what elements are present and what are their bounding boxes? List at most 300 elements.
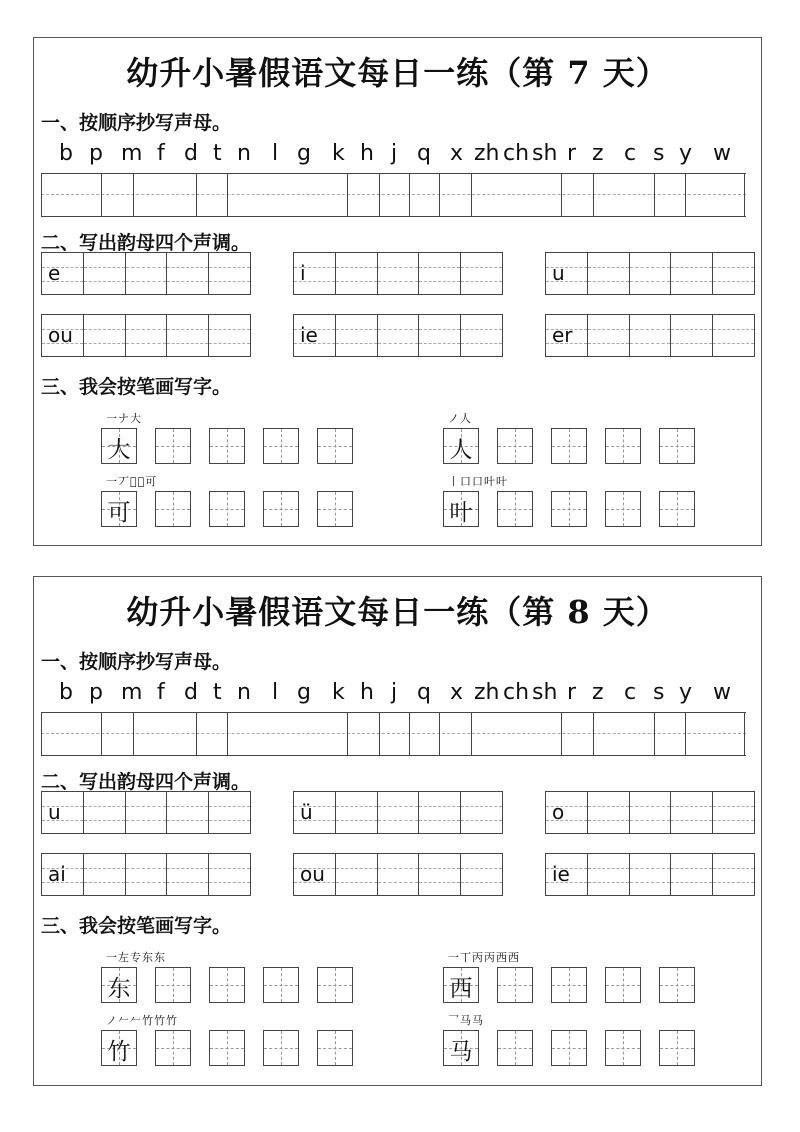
writing-cell[interactable]	[335, 854, 377, 895]
model-char-box	[443, 428, 479, 464]
section-heading-initials: 一、按顺序抄写声母。	[41, 112, 232, 134]
tian-zi-ge-box[interactable]	[605, 428, 641, 464]
guide-line	[713, 329, 754, 330]
writing-cell[interactable]	[335, 792, 377, 833]
section-heading-tones: 二、写出韵母四个声调。	[41, 232, 251, 254]
guide-line	[515, 1031, 516, 1065]
tian-zi-ge-box[interactable]	[209, 967, 245, 1003]
grid-divider	[654, 713, 655, 755]
guide-line	[378, 868, 419, 869]
guide-line	[569, 1031, 570, 1065]
model-character: 西	[449, 976, 473, 1002]
guide-line	[671, 806, 712, 807]
writing-cell[interactable]	[587, 315, 629, 356]
grid-divider	[593, 713, 594, 755]
tian-zi-ge-box[interactable]	[263, 967, 299, 1003]
model-character: 大	[107, 437, 131, 463]
grid-divider	[561, 713, 562, 755]
writing-cell[interactable]	[629, 315, 671, 356]
stroke-order: ノ𠂉𠂉竹竹竹	[106, 1014, 178, 1027]
guide-line	[84, 267, 125, 268]
guide-line	[167, 329, 208, 330]
guide-line	[671, 343, 712, 344]
guide-line	[378, 882, 419, 883]
guide-line	[126, 820, 167, 821]
guide-line	[167, 806, 208, 807]
guide-line	[227, 968, 228, 1002]
writing-cell[interactable]	[546, 792, 587, 833]
initials-row	[46, 680, 746, 710]
tian-zi-ge-box[interactable]	[155, 491, 191, 527]
guide-line	[173, 968, 174, 1002]
initial-letter: sh	[532, 141, 558, 166]
writing-cell[interactable]	[629, 854, 671, 895]
guide-line	[84, 820, 125, 821]
tian-zi-ge-box[interactable]	[155, 1030, 191, 1066]
guide-line	[173, 1031, 174, 1065]
writing-cell[interactable]	[546, 854, 587, 895]
guide-line	[335, 1031, 336, 1065]
grid-divider	[439, 713, 440, 755]
guide-line	[419, 343, 460, 344]
final-label: u	[48, 800, 61, 824]
writing-cell[interactable]	[125, 253, 167, 294]
model-char-box	[443, 967, 479, 1003]
initial-letter: m	[121, 680, 143, 705]
initial-letter: c	[624, 141, 637, 166]
initial-letter: t	[213, 680, 222, 705]
guide-line	[630, 343, 671, 344]
writing-cell[interactable]	[629, 253, 671, 294]
initial-letter: f	[157, 141, 165, 166]
grid-divider	[101, 174, 102, 216]
page-title: 幼升小暑假语文每日一练（第 7 天）	[126, 54, 669, 92]
tian-zi-ge-box[interactable]	[497, 1030, 533, 1066]
guide-line	[209, 329, 250, 330]
guide-line	[630, 329, 671, 330]
initial-letter: b	[59, 141, 73, 166]
initial-letter: k	[332, 141, 345, 166]
writing-cell[interactable]	[294, 792, 335, 833]
guide-line	[461, 329, 502, 330]
guide-line	[281, 429, 282, 463]
guide-line	[167, 820, 208, 821]
initial-letter: sh	[532, 680, 558, 705]
guide-line	[209, 882, 250, 883]
guide-line	[588, 281, 629, 282]
grid-divider	[379, 174, 380, 216]
writing-cell[interactable]	[712, 854, 754, 895]
worksheet-day-8	[33, 576, 762, 1086]
writing-cell[interactable]	[460, 253, 502, 294]
writing-cell[interactable]	[629, 792, 671, 833]
model-char-box	[443, 491, 479, 527]
writing-cell[interactable]	[166, 792, 208, 833]
stroke-order: 乛马马	[448, 1014, 484, 1027]
initial-letter: d	[184, 680, 198, 705]
final-tone-grid[interactable]	[41, 853, 251, 896]
writing-cell[interactable]	[377, 315, 419, 356]
tian-zi-ge-box[interactable]	[155, 967, 191, 1003]
initial-letter: q	[417, 141, 431, 166]
writing-cell[interactable]	[670, 792, 712, 833]
model-character: 马	[449, 1039, 473, 1065]
guide-line	[173, 429, 174, 463]
guide-line	[569, 968, 570, 1002]
final-tone-grid[interactable]	[545, 314, 755, 357]
guide-line	[126, 343, 167, 344]
tian-zi-ge-box[interactable]	[317, 491, 353, 527]
guide-line	[126, 868, 167, 869]
guide-line	[126, 281, 167, 282]
tian-zi-ge-box[interactable]	[155, 428, 191, 464]
guide-line	[461, 806, 502, 807]
grid-divider	[347, 174, 348, 216]
initials-writing-lines[interactable]	[41, 173, 746, 217]
guide-line	[419, 882, 460, 883]
writing-cell[interactable]	[83, 253, 125, 294]
writing-cell[interactable]	[294, 315, 335, 356]
model-character: 竹	[107, 1039, 131, 1065]
page-title: 幼升小暑假语文每日一练（第 8 天）	[126, 593, 669, 631]
grid-divider	[41, 174, 42, 216]
guide-line	[84, 868, 125, 869]
tian-zi-ge-box[interactable]	[659, 967, 695, 1003]
writing-cell[interactable]	[546, 253, 587, 294]
final-tone-grid[interactable]	[293, 791, 503, 834]
grid-divider	[133, 713, 134, 755]
guide-line	[167, 882, 208, 883]
grid-divider	[227, 174, 228, 216]
tian-zi-ge-box[interactable]	[551, 428, 587, 464]
guide-line	[461, 820, 502, 821]
initial-letter: b	[59, 680, 73, 705]
guide-line	[671, 882, 712, 883]
writing-cell[interactable]	[42, 315, 83, 356]
guide-line	[419, 329, 460, 330]
guide-line	[84, 343, 125, 344]
grid-divider	[409, 174, 410, 216]
guide-line	[677, 492, 678, 526]
writing-cell[interactable]	[418, 315, 460, 356]
guide-line	[671, 820, 712, 821]
guide-line	[84, 329, 125, 330]
guide-line	[84, 882, 125, 883]
guide-line	[126, 882, 167, 883]
final-tone-grid[interactable]	[41, 791, 251, 834]
stroke-order: 一丅丙丙西西	[448, 951, 520, 964]
guide-line	[126, 329, 167, 330]
guide-line	[671, 281, 712, 282]
guide-line	[588, 806, 629, 807]
initial-letter: k	[332, 680, 345, 705]
grid-divider	[685, 713, 686, 755]
writing-cell[interactable]	[125, 792, 167, 833]
guide-line	[167, 343, 208, 344]
guide-line	[126, 806, 167, 807]
initial-letter: x	[450, 141, 464, 166]
guide-line	[336, 267, 377, 268]
final-label: ou	[300, 862, 325, 886]
writing-cell[interactable]	[83, 315, 125, 356]
tian-zi-ge-box[interactable]	[209, 428, 245, 464]
initials-row	[46, 141, 746, 171]
guide-line	[126, 267, 167, 268]
tian-zi-ge-box[interactable]	[659, 428, 695, 464]
initial-letter: p	[89, 680, 103, 705]
writing-cell[interactable]	[166, 315, 208, 356]
tian-zi-ge-box[interactable]	[551, 967, 587, 1003]
grid-divider	[561, 174, 562, 216]
guide-line	[630, 882, 671, 883]
writing-cell[interactable]	[460, 315, 502, 356]
final-tone-grid[interactable]	[545, 853, 755, 896]
model-character: 人	[449, 437, 473, 463]
initial-letter: ch	[503, 141, 530, 166]
guide-line	[515, 429, 516, 463]
writing-cell[interactable]	[208, 253, 250, 294]
grid-divider	[41, 713, 42, 755]
guide-line	[173, 492, 174, 526]
initial-letter: s	[653, 141, 665, 166]
writing-cell[interactable]	[335, 253, 377, 294]
initials-writing-lines[interactable]	[41, 712, 746, 756]
guide-line	[630, 267, 671, 268]
tian-zi-ge-box[interactable]	[605, 491, 641, 527]
writing-cell[interactable]	[712, 792, 754, 833]
tian-zi-ge-box[interactable]	[317, 967, 353, 1003]
grid-divider	[744, 713, 745, 755]
stroke-order: 一ナ大	[106, 412, 142, 425]
final-tone-grid[interactable]	[293, 252, 503, 295]
writing-cell[interactable]	[294, 253, 335, 294]
initial-letter: w	[713, 680, 731, 705]
guide-line	[569, 429, 570, 463]
tian-zi-ge-box[interactable]	[551, 491, 587, 527]
guide-line	[335, 968, 336, 1002]
writing-cell[interactable]	[83, 854, 125, 895]
tian-zi-ge-box[interactable]	[317, 428, 353, 464]
final-label: ie	[552, 862, 570, 886]
tian-zi-ge-box[interactable]	[551, 1030, 587, 1066]
initial-letter: l	[272, 141, 279, 166]
guide-line	[378, 329, 419, 330]
final-tone-grid[interactable]	[293, 853, 503, 896]
guide-line	[623, 492, 624, 526]
tian-zi-ge-box[interactable]	[605, 1030, 641, 1066]
tian-zi-ge-box[interactable]	[317, 1030, 353, 1066]
guide-line	[336, 343, 377, 344]
guide-line	[515, 492, 516, 526]
worksheet-day-7	[33, 37, 762, 546]
guide-line	[336, 281, 377, 282]
writing-cell[interactable]	[42, 792, 83, 833]
guide-line	[713, 820, 754, 821]
grid-divider	[196, 174, 197, 216]
final-tone-grid[interactable]	[545, 252, 755, 295]
initial-letter: z	[592, 141, 604, 166]
tian-zi-ge-box[interactable]	[497, 491, 533, 527]
guide-line	[336, 329, 377, 330]
model-character: 可	[107, 500, 131, 526]
initial-letter: m	[121, 141, 143, 166]
writing-cell[interactable]	[83, 792, 125, 833]
writing-cell[interactable]	[587, 792, 629, 833]
model-character: 东	[107, 976, 131, 1002]
guide-line	[588, 820, 629, 821]
guide-line	[588, 868, 629, 869]
writing-cell[interactable]	[208, 854, 250, 895]
guide-line	[335, 429, 336, 463]
guide-line	[713, 343, 754, 344]
model-char-box	[101, 428, 137, 464]
initial-letter: zh	[474, 680, 500, 705]
guide-line	[461, 267, 502, 268]
guide-line	[630, 868, 671, 869]
initial-letter: f	[157, 680, 165, 705]
guide-line	[227, 429, 228, 463]
writing-cell[interactable]	[546, 315, 587, 356]
writing-cell[interactable]	[712, 253, 754, 294]
guide-line	[336, 868, 377, 869]
grid-divider	[685, 174, 686, 216]
guide-line	[84, 806, 125, 807]
model-char-box	[101, 967, 137, 1003]
final-tone-grid[interactable]	[545, 791, 755, 834]
guide-line	[209, 281, 250, 282]
grid-divider	[471, 713, 472, 755]
initial-letter: q	[417, 680, 431, 705]
guide-line	[281, 968, 282, 1002]
initial-letter: r	[567, 141, 577, 166]
tian-zi-ge-box[interactable]	[659, 491, 695, 527]
writing-cell[interactable]	[208, 315, 250, 356]
guide-line	[378, 343, 419, 344]
initial-letter: g	[297, 680, 311, 705]
guide-line	[378, 806, 419, 807]
guide-line	[461, 281, 502, 282]
tian-zi-ge-box[interactable]	[209, 491, 245, 527]
guide-line	[281, 1031, 282, 1065]
initial-letter: zh	[474, 141, 500, 166]
writing-cell[interactable]	[166, 854, 208, 895]
writing-cell[interactable]	[377, 253, 419, 294]
guide-line	[588, 267, 629, 268]
writing-cell[interactable]	[166, 253, 208, 294]
writing-cell[interactable]	[42, 854, 83, 895]
guide-line	[713, 868, 754, 869]
guide-line	[336, 882, 377, 883]
writing-cell[interactable]	[670, 315, 712, 356]
initial-letter: l	[272, 680, 279, 705]
writing-cell[interactable]	[125, 854, 167, 895]
midline	[41, 733, 746, 734]
guide-line	[84, 281, 125, 282]
guide-line	[419, 267, 460, 268]
initial-letter: p	[89, 141, 103, 166]
writing-cell[interactable]	[418, 854, 460, 895]
guide-line	[419, 806, 460, 807]
final-label: ai	[48, 862, 66, 886]
guide-line	[419, 820, 460, 821]
writing-cell[interactable]	[377, 792, 419, 833]
stroke-order: 一丆𠮝𠮝可	[106, 475, 158, 488]
tian-zi-ge-box[interactable]	[263, 1030, 299, 1066]
tian-zi-ge-box[interactable]	[497, 967, 533, 1003]
tian-zi-ge-box[interactable]	[659, 1030, 695, 1066]
final-tone-grid[interactable]	[293, 314, 503, 357]
initial-letter: y	[679, 141, 693, 166]
writing-cell[interactable]	[208, 792, 250, 833]
final-label: o	[552, 800, 565, 824]
guide-line	[515, 968, 516, 1002]
final-label: ü	[300, 800, 313, 824]
tian-zi-ge-box[interactable]	[497, 428, 533, 464]
grid-divider	[133, 174, 134, 216]
guide-line	[588, 343, 629, 344]
writing-cell[interactable]	[712, 315, 754, 356]
initial-letter: y	[679, 680, 693, 705]
final-tone-grid[interactable]	[41, 314, 251, 357]
writing-cell[interactable]	[377, 854, 419, 895]
final-label: i	[300, 261, 306, 285]
grid-divider	[654, 174, 655, 216]
initial-letter: c	[624, 680, 637, 705]
model-char-box	[443, 1030, 479, 1066]
writing-cell[interactable]	[42, 253, 83, 294]
initial-letter: h	[360, 141, 374, 166]
writing-cell[interactable]	[125, 315, 167, 356]
writing-cell[interactable]	[587, 253, 629, 294]
guide-line	[336, 806, 377, 807]
stroke-order: 丨口口叶叶	[448, 475, 508, 488]
initial-letter: ch	[503, 680, 530, 705]
writing-cell[interactable]	[294, 854, 335, 895]
writing-cell[interactable]	[587, 854, 629, 895]
guide-line	[209, 267, 250, 268]
tian-zi-ge-box[interactable]	[209, 1030, 245, 1066]
final-tone-grid[interactable]	[41, 252, 251, 295]
initial-letter: z	[592, 680, 604, 705]
tian-zi-ge-box[interactable]	[263, 491, 299, 527]
writing-cell[interactable]	[418, 253, 460, 294]
writing-cell[interactable]	[460, 792, 502, 833]
grid-divider	[379, 713, 380, 755]
writing-cell[interactable]	[670, 854, 712, 895]
grid-divider	[196, 713, 197, 755]
writing-cell[interactable]	[460, 854, 502, 895]
guide-line	[671, 329, 712, 330]
tian-zi-ge-box[interactable]	[263, 428, 299, 464]
guide-line	[227, 492, 228, 526]
tian-zi-ge-box[interactable]	[605, 967, 641, 1003]
guide-line	[677, 1031, 678, 1065]
guide-line	[209, 806, 250, 807]
writing-cell[interactable]	[335, 315, 377, 356]
writing-cell[interactable]	[670, 253, 712, 294]
guide-line	[209, 820, 250, 821]
section-heading-initials: 一、按顺序抄写声母。	[41, 651, 232, 673]
guide-line	[378, 820, 419, 821]
guide-line	[630, 806, 671, 807]
final-label: er	[552, 323, 573, 347]
writing-cell[interactable]	[418, 792, 460, 833]
guide-line	[335, 492, 336, 526]
guide-line	[167, 281, 208, 282]
section-heading-strokes: 三、我会按笔画写字。	[41, 376, 232, 398]
section-heading-tones: 二、写出韵母四个声调。	[41, 771, 251, 793]
initial-letter: n	[237, 141, 251, 166]
